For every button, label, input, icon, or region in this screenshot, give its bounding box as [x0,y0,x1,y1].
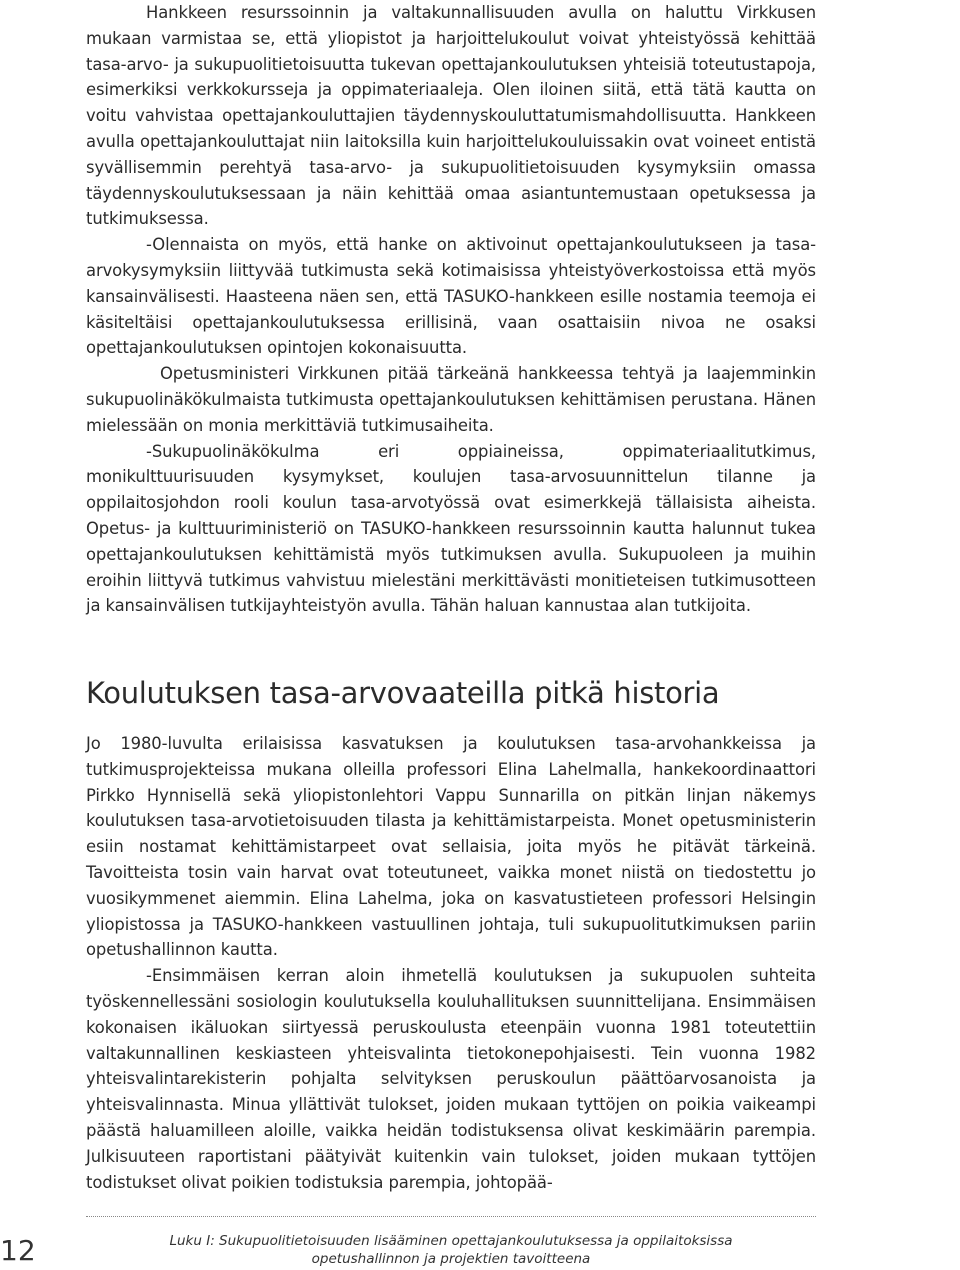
body-text-section-2 [86,731,816,1195]
section-heading: Koulutuksen tasa-arvovaateilla pitkä historia [86,676,720,710]
paragraph: Hankkeen resurssoinnin ja valtakunnallisuuden avulla on haluttu Virkkusen mukaan varmistaa se, että yliopistot ja harjoittelukoulut voivat yhteistyössä kehittää tasa-arvo- ja sukupuolitietoisuutta tukevan opettajankoulutuksen yhteisiä toteutustapoja, esimerkiksi verkkokursseja ja oppimateriaaleja. Olen iloinen siitä, että tätä kautta on voitu vahvistaa opettajankouluttajien täydennyskouluttatumismahdollisuutta. Hankkeen avulla opettajankouluttajat niin laitoksilla kuin harjoittelukouluissakin ovat voineet entistä syvällisemmin perehtyä tasa-arvo- ja sukupuolitietoisuuden kysymyksiin omassa täydennyskoulutuksessaan ja näin kehittää omaa asiantuntemustaan opetuksessa ja tutkimuksessa. [86,3,816,229]
body-text-section-1 [86,0,816,619]
paragraph: -Sukupuolinäkökulma eri oppiaineissa, oppimateriaalitutkimus, monikulttuurisuuden kysymykset, koulujen tasa-arvosuunnittelun tilanne ja oppilaitosjohdon rooli koulun tasa-arvotyössä ovat esimerkkejä tällaisista aiheista. Opetus- ja kulttuuriministeriö on TASUKO-hankkeen resurssoinnin kautta halunnut tukea opettajankoulutuksen kehittämistä myös tutkimuksen avulla. Sukupuoleen ja muihin eroihin liittyvä tutkimus vahvistuu mielestäni merkittävästi monitieteisen tutkimusotteen ja kansainvälisen tutkijayhteistyön avulla. Tähän haluan kannustaa alan tutkijoita. [86,441,816,616]
paragraph: Jo 1980-luvulta erilaisissa kasvatuksen ja koulutuksen tasa-arvohankkeissa ja tutkimusprojekteissa mukana olleilla professori Elina Lahelmalla, hankekoordinaattori Pirkko Hynnisellä sekä yliopistonlehtori Vappu Sunnarilla on pitkän linjan näkemys koulutuksen tasa-arvotietoisuuden tilasta ja kehittämistarpeista. Monet opetusministerin esiin nostamat kehittämistarpeet ovat sellaisia, joita myös he pitävät tärkeinä. Tavoitteista tosin vain harvat ovat toteutuneet, vaikka monet niistä on tiedostettu jo vuosikymmenet aiemmin. Elina Lahelma, joka on kasvatustieteen professori Helsingin yliopistossa ja TASUKO-hankkeen vastuullinen johtaja, tuli sukupuolitutkimuksen pariin opetushallinnon kautta. [86,734,816,960]
footer-caption [86,1232,816,1268]
paragraph: -Olennaista on myös, että hanke on aktivoinut opettajankoulutukseen ja tasa-arvokysymyksiin liittyvää tutkimusta sekä kotimaisissa yhteistyöverkostoissa että myös kansainvälisesti. Haasteena näen sen, että TASUKO-hankkeen esille nostamia teemoja ei käsiteltäisi opettajankoulutuksessa erillisinä, vaan osattaisiin nivoa ne osaksi opettajankoulutuksen opintojen kokonaisuutta. [86,235,816,358]
page-number: 12 [0,1234,36,1267]
paragraph: -Ensimmäisen kerran aloin ihmetellä koulutuksen ja sukupuolen suhteita työskennellessäni sosiologin koulutuksella kouluhallituksen suunnittelijana. Ensimmäisen kokonaisen ikäluokan siirtyessä peruskoulusta eteenpäin vuonna 1981 toteutettiin valtakunnallinen keskiasteen yhteisvalinta tietokonepohjaisesti. Tein vuonna 1982 yhteisvalintarekisterin pohjalta selvityksen peruskoulun päättöarvosanoista ja yhteisvalinnasta. Minua yllättivät tulokset, joiden mukaan tyttöjen on poikia vaikeampi päästä haluamilleen aloille, vaikka heidän todistuksensa olivat keskimäärin parempia. Julkisuuteen raportistani päätyivät kuitenkin vain tulokset, joiden mukaan tyttöjen todistukset olivat poikien todistuksia parempia, johtopää- [86,966,816,1192]
footer-caption-line-1: Luku I: Sukupuolitietoisuuden lisääminen opettajankoulutuksessa ja oppilaitoksissa [169,1233,733,1249]
footer-caption-line-2: opetushallinnon ja projektien tavoitteena [311,1251,591,1267]
paragraph: Opetusministeri Virkkunen pitää tärkeänä hankkeessa tehtyä ja laajemminkin sukupuolinäkökulmaista tutkimusta opettajankoulutuksen kehittämisen perustana. Hänen mielessään on monia merkittäviä tutkimusaiheita. [86,364,816,435]
footer-divider [86,1216,816,1217]
